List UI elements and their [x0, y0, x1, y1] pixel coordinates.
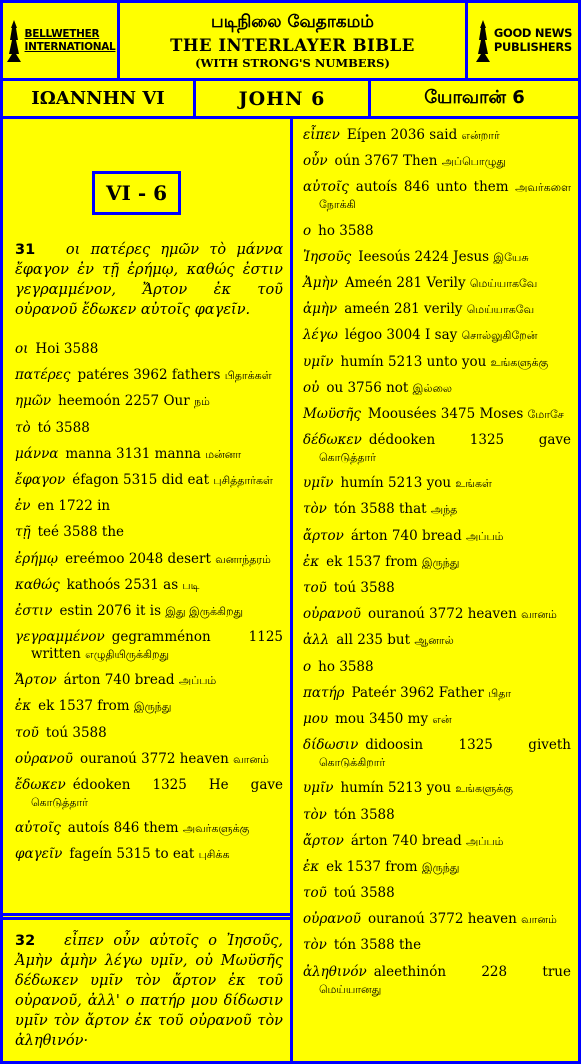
word-entry [303, 380, 571, 397]
greek-word: ἄρτον [303, 832, 344, 849]
verse-text: εἶπεν οὖν αὐτοῖς ο Ἰησοῦς, Ἀμὴν ἀμὴν λέγω υμῖν, οὐ Μωϋσῆς δέδωκεν υμῖν τὸν ἄρτον ἐκ τοῦ οὐρανοῦ, ἀλλ' ο πατήρ μου δίδωσιν υμῖν τὸν ἄρτον ἐκ τοῦ οὐρανοῦ τὸν ἀληθινόν· [15, 933, 283, 1049]
chapter-label: VI - 6 [92, 171, 181, 215]
transliteration-strongs-english: árton 740 bread [350, 832, 462, 849]
transliteration-strongs-english: manna 3131 manna [65, 445, 201, 462]
word-entry [303, 606, 571, 623]
transliteration-strongs-english: en 1722 in [37, 498, 111, 515]
greek-word: Ἀμὴν [303, 274, 338, 291]
book-greek: ΙΩΑΝΝΗΝ VI [3, 81, 196, 116]
greek-word: οὐρανοῦ [303, 911, 361, 928]
tamil-gloss: உங்களுக்கு [455, 782, 513, 796]
tamil-gloss: எழுதியிருக்கிறது [85, 648, 170, 662]
greek-word: υμῖν [303, 475, 334, 492]
good-news-logo [474, 20, 572, 62]
word-entry [303, 275, 571, 292]
greek-word: οὐ [303, 379, 320, 396]
left-column [3, 119, 293, 1061]
verse-text: οι πατέρες ημῶν τὸ μάννα ἔφαγον ἐν τῇ ἐρήμῳ, καθώς ἐστιν γεγραμμένον, Ἄρτον ἐκ τοῦ οὐρανοῦ ἔδωκεν αὐτοῖς φαγεῖν. [15, 242, 283, 318]
tamil-gloss: வானம் [521, 608, 557, 622]
word-entry [303, 153, 571, 170]
tamil-gloss: பிதா [488, 686, 512, 700]
tamil-gloss: வனாந்தரம் [215, 552, 271, 566]
verse-number: 31 [15, 242, 36, 258]
greek-word: ἐκ [15, 698, 32, 715]
transliteration-strongs-english: kathoós 2531 as [66, 576, 179, 593]
tamil-gloss: புசிக்க [198, 848, 230, 862]
word-entry [15, 577, 283, 594]
greek-word: λέγω [303, 327, 338, 344]
word-entry [15, 367, 283, 384]
tamil-gloss: உங்களுக்கு [490, 355, 549, 369]
logo-line1: GOOD NEWS [493, 26, 573, 41]
word-entry [303, 780, 571, 797]
greek-word: ἀμὴν [303, 301, 338, 318]
greek-word: τὸ [15, 419, 31, 436]
transliteration-strongs-english: humín 5213 unto you [340, 353, 487, 370]
transliteration-strongs-english: tón 3588 the [333, 937, 422, 954]
tamil-gloss: கொடுக்கிறார் [319, 756, 386, 770]
tower-icon [474, 20, 492, 62]
word-entry [303, 737, 571, 771]
transliteration-strongs-english: árton 740 bread [63, 672, 175, 689]
tamil-gloss: நம் [193, 395, 210, 409]
tamil-gloss: அப்பம் [466, 834, 504, 848]
transliteration-strongs-english: toú 3588 [45, 724, 107, 741]
word-entry [303, 807, 571, 824]
greek-word: τὸν [303, 806, 327, 823]
title-tamil: படிநிலை வேதாகமம் [211, 11, 374, 32]
word-entry [15, 393, 283, 410]
logo-line2: PUBLISHERS [493, 39, 572, 54]
tamil-gloss: இல்லை [412, 381, 453, 395]
tamil-gloss: சொல்லுகிறேன் [461, 329, 538, 343]
greek-word: υμῖν [303, 780, 334, 797]
word-entry [303, 833, 571, 850]
word-entry [303, 964, 571, 998]
greek-word: ἔδωκεν [15, 777, 66, 793]
transliteration-strongs-english: Eípen 2036 said [346, 127, 458, 143]
transliteration-strongs-english: éfagon 5315 did eat [72, 471, 210, 488]
tamil-gloss: உங்கள் [455, 477, 492, 491]
word-entry [303, 885, 571, 902]
word-entry [15, 672, 283, 689]
greek-word: πατήρ [303, 684, 345, 701]
transliteration-strongs-english: autoís 846 unto them [355, 179, 509, 196]
transliteration-strongs-english: teé 3588 the [37, 524, 125, 541]
word-entry [303, 475, 571, 492]
transliteration-strongs-english: estin 2076 it is [59, 602, 162, 619]
transliteration-strongs-english: heemoón 2257 Our [58, 393, 190, 410]
greek-word: φαγεῖν [15, 846, 63, 863]
greek-word: οὖν [303, 153, 328, 170]
tamil-gloss: மோசே [527, 407, 564, 421]
greek-word: τοῦ [15, 724, 39, 741]
greek-word: ἄρτον [303, 527, 344, 544]
word-entry [303, 911, 571, 928]
word-entry [303, 406, 571, 423]
tamil-gloss: அந்த [430, 503, 458, 517]
greek-word: τοῦ [303, 885, 327, 902]
header [3, 3, 578, 81]
word-entry [303, 528, 571, 545]
tamil-gloss: மன்னா [205, 447, 242, 461]
verse-number: 32 [15, 933, 36, 949]
transliteration-strongs-english: légoo 3004 I say [344, 327, 458, 344]
greek-word: ἀλλ [303, 632, 330, 649]
tamil-gloss: மெய்யானது [319, 982, 382, 996]
tamil-gloss: அவர்களை நோக்கி [319, 181, 571, 212]
greek-word: ο [303, 222, 312, 239]
word-entry [303, 127, 571, 144]
greek-word: καθώς [15, 576, 60, 593]
book-bar [3, 81, 578, 119]
transliteration-strongs-english: autoís 846 them [67, 820, 179, 837]
transliteration-strongs-english: toú 3588 [333, 580, 395, 596]
verse-31 [15, 240, 283, 320]
greek-word: ἐκ [303, 858, 320, 875]
word-entry [303, 223, 571, 240]
transliteration-strongs-english: ouranoú 3772 heaven [367, 911, 517, 928]
greek-word: ημῶν [15, 393, 52, 410]
transliteration-strongs-english: gegramménon 1125 written [31, 629, 283, 663]
transliteration-strongs-english: mou 3450 my [335, 710, 429, 727]
tamil-gloss: ஆனால் [414, 634, 454, 648]
transliteration-strongs-english: ho 3588 [318, 222, 374, 239]
greek-word: ἐκ [303, 553, 320, 570]
word-entry [15, 603, 283, 620]
logo-line1: BELLWETHER [24, 28, 100, 41]
transliteration-strongs-english: Moousées 3475 Moses [367, 405, 524, 422]
word-entry [15, 551, 283, 568]
greek-word: ο [303, 658, 312, 675]
word-entry [303, 685, 571, 702]
word-entry [15, 698, 283, 715]
word-entry [303, 632, 571, 649]
transliteration-strongs-english: ereémoo 2048 desert [65, 550, 211, 567]
word-entry [303, 554, 571, 571]
greek-word: ἐρήμῳ [15, 550, 59, 567]
greek-word: μου [303, 710, 329, 727]
word-entry [15, 472, 283, 489]
greek-word: πατέρες [15, 367, 71, 384]
logo-line2: INTERNATIONAL [24, 40, 116, 53]
transliteration-strongs-english: ouranoú 3772 heaven [79, 750, 229, 767]
greek-word: ἐν [15, 498, 31, 515]
word-entry [303, 432, 571, 466]
title-box [120, 3, 465, 78]
greek-word: μάννα [15, 445, 59, 462]
word-entry [15, 420, 283, 437]
book-tamil: யோவான் 6 [424, 87, 525, 108]
greek-word: οὐρανοῦ [303, 606, 361, 623]
tamil-gloss: கொடுத்தார் [319, 451, 376, 465]
word-entry [15, 498, 283, 515]
good-news-logo-box [465, 3, 578, 78]
word-list-verse-31 [15, 341, 283, 873]
tamil-gloss: படி [182, 578, 200, 592]
greek-word: γεγραμμένον [15, 629, 105, 646]
word-entry [15, 524, 283, 541]
tamil-gloss: அவர்களுக்கு [182, 822, 250, 836]
tamil-gloss: அப்பம் [178, 674, 217, 688]
tamil-gloss: இது இருக்கிறது [165, 604, 244, 618]
transliteration-strongs-english: édooken 1325 He gave [72, 777, 283, 793]
transliteration-strongs-english: tón 3588 [333, 806, 395, 823]
word-entry [15, 725, 283, 742]
transliteration-strongs-english: ou 3756 not [326, 379, 409, 396]
word-entry [15, 446, 283, 463]
greek-word: δίδωσιν [303, 737, 359, 754]
transliteration-strongs-english: Pateér 3962 Father [351, 684, 484, 701]
transliteration-strongs-english: ek 1537 from [326, 553, 418, 570]
greek-word: Ἰησοῦς [303, 248, 352, 265]
word-entry [15, 777, 283, 811]
greek-word: τῇ [15, 524, 31, 541]
tamil-gloss: மெய்யாகவே [466, 303, 535, 317]
word-entry [303, 354, 571, 371]
greek-word: οὐρανοῦ [15, 750, 73, 767]
tamil-gloss: இருந்து [421, 860, 460, 874]
word-entry [15, 846, 283, 863]
greek-word: ἐστιν [15, 602, 53, 619]
transliteration-strongs-english: ek 1537 from [326, 858, 418, 875]
transliteration-strongs-english: ek 1537 from [38, 698, 130, 715]
greek-word: τὸν [303, 501, 327, 518]
transliteration-strongs-english: ouranoú 3772 heaven [367, 606, 517, 623]
tamil-gloss: வானம் [521, 913, 557, 927]
tamil-gloss: கொடுத்தார் [31, 796, 88, 809]
transliteration-strongs-english: humín 5213 you [340, 780, 452, 797]
bellwether-logo [5, 20, 116, 62]
word-entry [303, 711, 571, 728]
word-entry [303, 327, 571, 344]
transliteration-strongs-english: Ameén 281 Verily [344, 274, 466, 291]
greek-word: ἀληθινόν [303, 963, 367, 980]
title-subtitle: (WITH STRONG'S NUMBERS) [195, 55, 390, 70]
tamil-gloss: மெய்யாகவே [469, 276, 538, 290]
word-entry [15, 820, 283, 837]
transliteration-strongs-english: oún 3767 Then [334, 153, 438, 170]
word-entry [15, 751, 283, 768]
greek-word: αὐτοῖς [15, 820, 61, 837]
tamil-gloss: வானம் [233, 752, 269, 766]
word-entry [303, 937, 571, 954]
bellwether-logo-text [25, 28, 116, 52]
tamil-gloss: பிதாக்கள் [224, 369, 272, 383]
bellwether-logo-box [3, 3, 120, 78]
transliteration-strongs-english: Hoi 3588 [35, 341, 99, 357]
good-news-logo-text [494, 27, 572, 53]
greek-word: δέδωκεν [303, 432, 362, 449]
title-english: THE INTERLAYER BIBLE [170, 35, 415, 55]
greek-word: ἔφαγον [15, 471, 66, 488]
tamil-gloss: என்றார் [461, 129, 500, 142]
tamil-gloss: என் [432, 712, 452, 726]
tamil-gloss: இருந்து [421, 555, 460, 569]
tamil-gloss: அப்பொழுது [441, 155, 506, 169]
transliteration-strongs-english: ho 3588 [318, 658, 374, 675]
word-entry [303, 580, 571, 597]
transliteration-strongs-english: aleethinón 228 true [373, 963, 571, 980]
transliteration-strongs-english: ameén 281 verily [344, 301, 463, 318]
greek-word: οι [15, 341, 29, 357]
transliteration-strongs-english: humín 5213 you [340, 475, 452, 492]
verse-32 [15, 931, 283, 1051]
word-list-verse-32 [293, 119, 578, 1061]
tamil-gloss: இயேசு [493, 250, 529, 264]
tamil-gloss: புசித்தார்கள் [213, 473, 273, 487]
tower-icon [5, 20, 23, 62]
greek-word: Ἄρτον [15, 672, 57, 689]
verse-divider [3, 913, 290, 920]
tamil-gloss: இருந்து [133, 700, 172, 714]
greek-word: Μωϋσῆς [303, 405, 361, 422]
transliteration-strongs-english: all 235 but [336, 632, 411, 649]
greek-word: τὸν [303, 937, 327, 954]
transliteration-strongs-english: didoosin 1325 giveth [365, 737, 571, 754]
greek-word: εἶπεν [303, 127, 340, 143]
greek-word: τοῦ [303, 580, 327, 596]
tamil-gloss: அப்பம் [466, 529, 504, 543]
word-entry [303, 501, 571, 518]
word-entry [303, 179, 571, 213]
word-entry [303, 301, 571, 318]
greek-word: αὐτοῖς [303, 179, 349, 196]
greek-word: υμῖν [303, 353, 334, 370]
transliteration-strongs-english: fageín 5315 to eat [69, 846, 195, 863]
word-entry [15, 629, 283, 663]
transliteration-strongs-english: toú 3588 [333, 885, 395, 902]
word-entry [303, 659, 571, 676]
book-english: JOHN 6 [196, 81, 371, 116]
transliteration-strongs-english: árton 740 bread [350, 527, 462, 544]
transliteration-strongs-english: tó 3588 [37, 419, 90, 436]
transliteration-strongs-english: patéres 3962 fathers [77, 367, 221, 384]
word-entry [303, 249, 571, 266]
word-entry [303, 859, 571, 876]
word-entry [15, 341, 283, 358]
transliteration-strongs-english: dédooken 1325 gave [368, 432, 571, 449]
transliteration-strongs-english: Ieesoús 2424 Jesus [358, 248, 490, 265]
transliteration-strongs-english: tón 3588 that [333, 501, 427, 518]
